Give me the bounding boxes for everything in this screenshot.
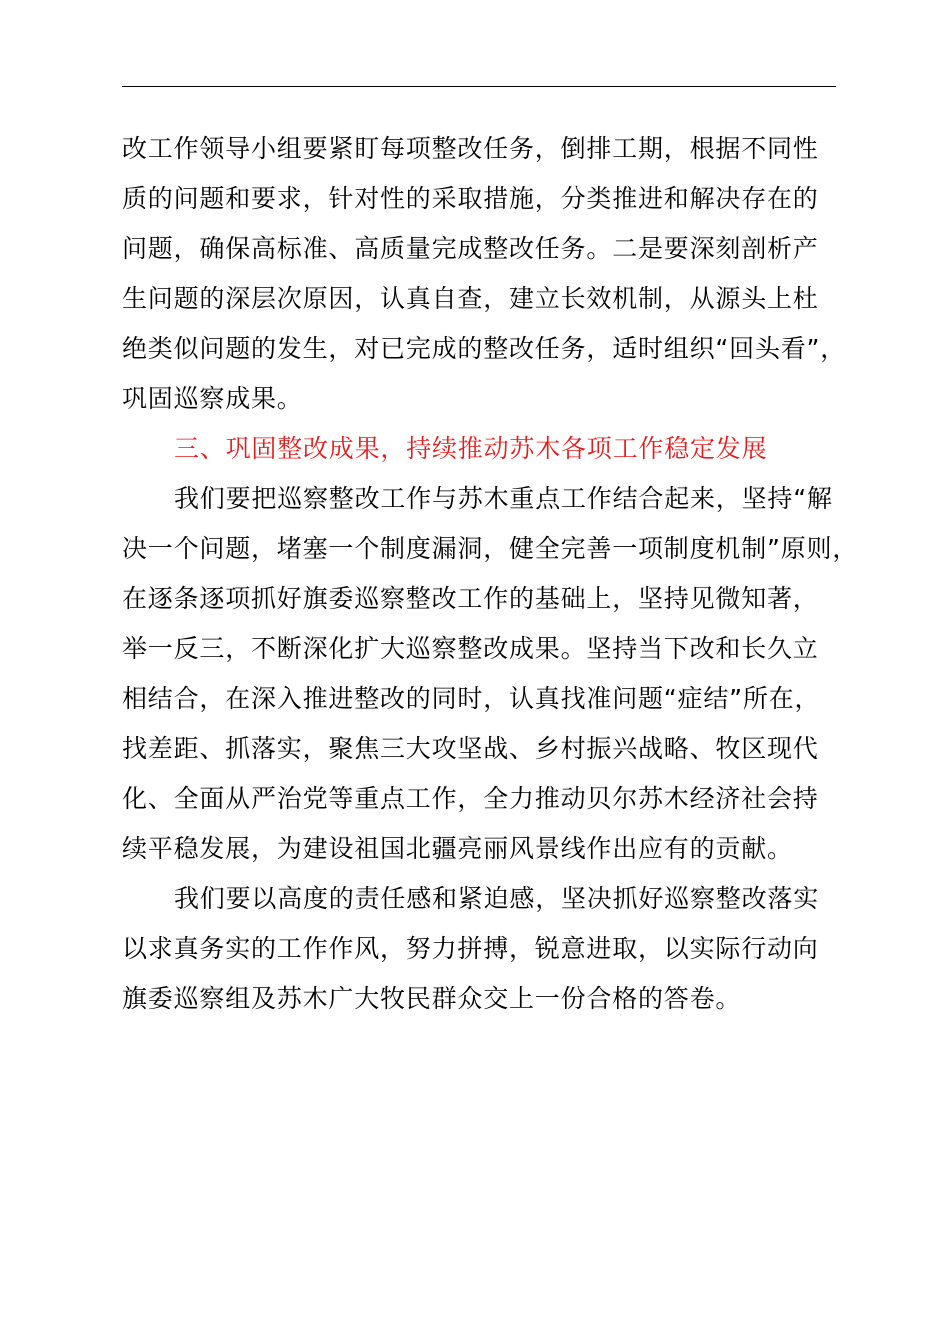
text-line: 化、全面从严治党等重点工作，全力推动贝尔苏木经济社会持 (122, 784, 819, 813)
text-line: 绝类似问题的发生，对已完成的整改任务，适时组织“回头看”， (122, 334, 847, 363)
paragraph-1 (122, 124, 862, 424)
text-line: 相结合，在深入推进整改的同时，认真找准问题“症结”所在， (122, 684, 821, 713)
paragraph-2 (122, 474, 862, 874)
text-line: 问题，确保高标准、高质量完成整改任务。二是要深刻剖析产 (122, 234, 819, 263)
text-line: 决一个问题，堵塞一个制度漏洞，健全完善一项制度机制”原则， (122, 534, 859, 563)
document-body (122, 124, 862, 1024)
text-line: 质的问题和要求，针对性的采取措施，分类推进和解决存在的 (122, 184, 819, 213)
paragraph-3 (122, 874, 862, 1024)
text-line: 续平稳发展，为建设祖国北疆亮丽风景线作出应有的贡献。 (122, 834, 793, 863)
text-line: 举一反三，不断深化扩大巡察整改成果。坚持当下改和长久立 (122, 634, 819, 663)
text-line: 我们要以高度的责任感和紧迫感，坚决抓好巡察整改落实 (174, 884, 820, 913)
text-line: 巩固巡察成果。 (122, 384, 303, 413)
text-line: 找差距、抓落实，聚焦三大攻坚战、乡村振兴战略、牧区现代 (122, 734, 819, 763)
header-rule (122, 86, 836, 87)
text-line: 改工作领导小组要紧盯每项整改任务，倒排工期，根据不同性 (122, 134, 819, 163)
text-line: 生问题的深层次原因，认真自查，建立长效机制，从源头上杜 (122, 284, 819, 313)
text-line: 旗委巡察组及苏木广大牧民群众交上一份合格的答卷。 (122, 984, 742, 1013)
text-line: 在逐条逐项抓好旗委巡察整改工作的基础上，坚持见微知著， (122, 584, 819, 613)
section-heading: 三、巩固整改成果，持续推动苏木各项工作稳定发展 (174, 434, 768, 463)
text-line: 我们要把巡察整改工作与苏木重点工作结合起来，坚持“解 (174, 484, 833, 513)
text-line: 以求真务实的工作作风，努力拼搏，锐意进取，以实际行动向 (122, 934, 819, 963)
